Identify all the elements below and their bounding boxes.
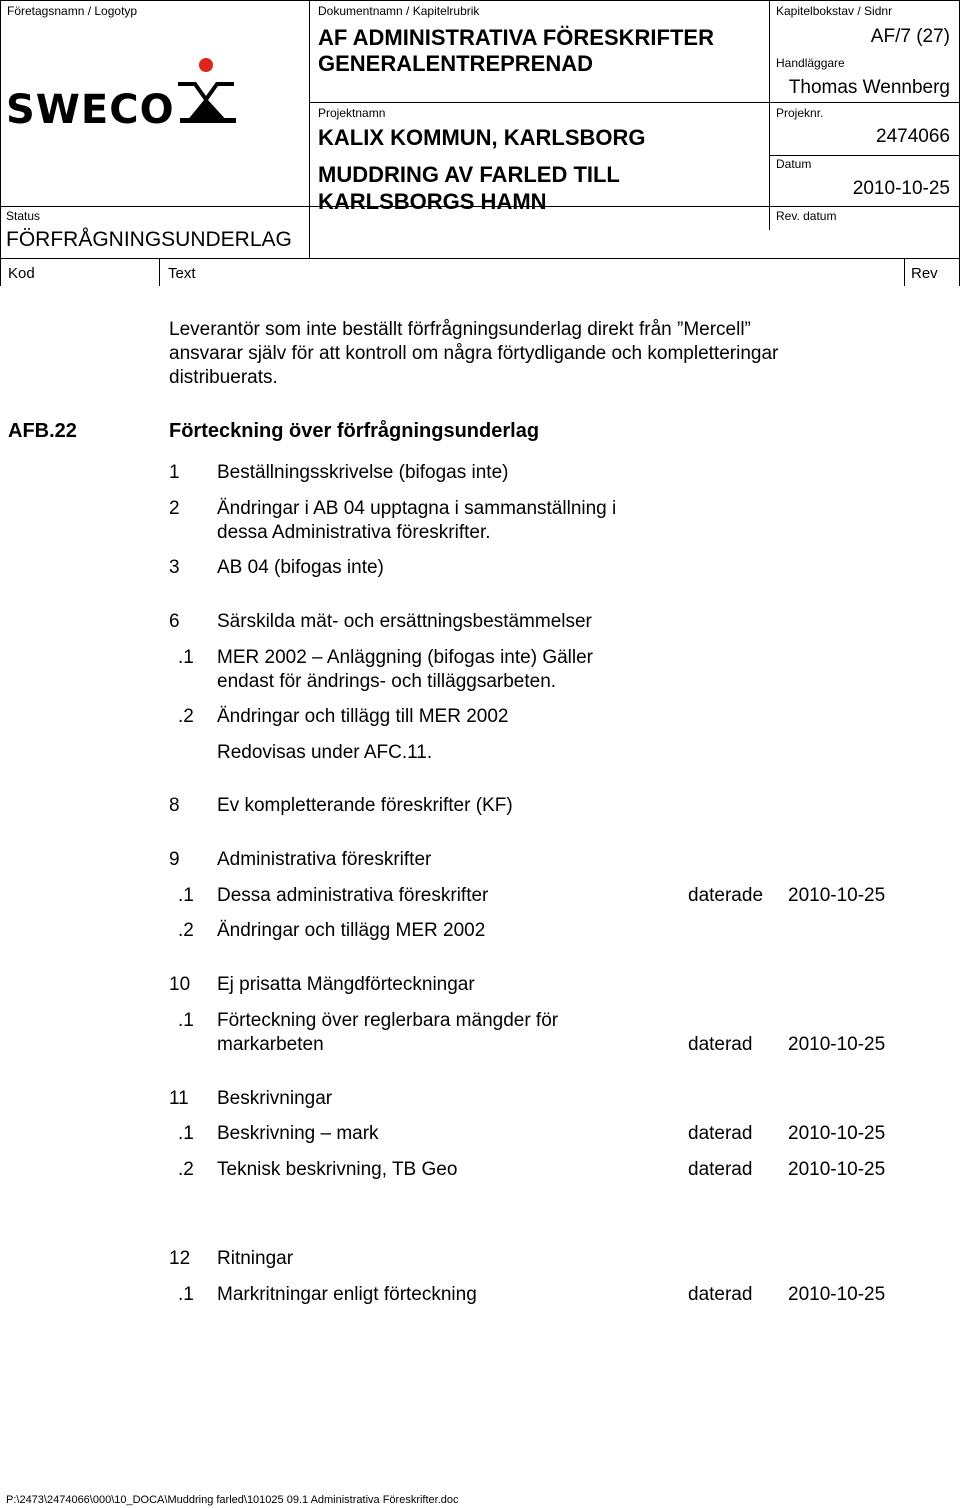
section-code: AFB.22 [8,420,77,442]
item-text: Dessa administrativa föreskrifter [217,885,489,906]
item-text-continued: Redovisas under AFC.11. [217,742,433,763]
sweco-symbol-icon [170,56,244,128]
item-number: .1 [178,1010,194,1031]
item-number: .2 [178,920,194,941]
sweco-logo [6,56,246,132]
item-dated-label: daterade [688,885,764,906]
item-number: 8 [169,795,180,816]
col-divider-rev [904,258,905,286]
project-name-line-1: KALIX KOMMUN, KARLSBORG [318,125,646,150]
item-text-continued: endast för ändrings- och tilläggsarbeten. [217,671,557,692]
item-dated-label: daterad [688,1284,753,1305]
column-header-kod: Kod [8,265,35,282]
project-name-line-2: MUDDRING AV FARLED TILL [318,162,620,187]
intro-line-1: Leverantör som inte beställt förfrågningsunderlag direkt från ”Mercell” [169,319,751,340]
item-number: .1 [178,885,194,906]
header-left-border [0,0,1,286]
item-text: Förteckning över reglerbara mängder för [217,1010,559,1031]
item-text: MER 2002 – Anläggning (bifogas inte) Gäller [217,647,594,668]
item-date: 2010-10-25 [788,885,886,906]
item-text: Markritningar enligt förteckning [217,1284,477,1305]
column-header-rev: Rev [911,265,938,282]
item-text: Beställningsskrivelse (bifogas inte) [217,462,509,483]
company-label: Företagsnamn / Logotyp [7,4,138,18]
doc-title-line-1: AF ADMINISTRATIVA FÖRESKRIFTER [318,25,714,50]
item-text: Administrativa föreskrifter [217,849,432,870]
col-divider-kod [159,258,160,286]
status-value: FÖRFRÅGNINGSUNDERLAG [6,228,292,251]
handler-label: Handläggare [776,56,845,70]
header-divider-2 [769,0,770,230]
column-header-text: Text [168,265,196,282]
item-text: Ändringar i AB 04 upptagna i sammanställning i [217,498,617,519]
date-value: 2010-10-25 [852,178,950,199]
item-text: Ev kompletterande föreskrifter (KF) [217,795,513,816]
project-no-label: Projeknr. [776,106,824,120]
item-text-continued: markarbeten [217,1034,324,1055]
project-no-value: 2474066 [876,126,950,147]
item-date: 2010-10-25 [788,1284,886,1305]
header-row-line-1 [309,102,960,103]
item-number: 3 [169,557,180,578]
item-number: 9 [169,849,180,870]
footer-file-path: P:\2473\2474066\000\10_DOCA\Muddring farled\101025 09.1 Administrativa Föreskrifter.doc [6,1494,459,1506]
logo-text: SWECO [6,87,175,133]
item-text: Teknisk beskrivning, TB Geo [217,1159,458,1180]
project-name-label: Projektnamn [318,106,386,120]
date-label: Datum [776,157,812,171]
item-date: 2010-10-25 [788,1034,886,1055]
header-top-border [0,0,960,1]
item-number: .2 [178,1159,194,1180]
item-number: 2 [169,498,180,519]
handler-value: Thomas Wennberg [788,77,950,98]
item-number: 12 [169,1248,191,1269]
item-text: Särskilda mät- och ersättningsbestämmelser [217,611,592,632]
item-date: 2010-10-25 [788,1123,886,1144]
header-row-line-4 [0,258,960,259]
rev-date-label: Rev. datum [776,209,837,223]
item-text: Ej prisatta Mängdförteckningar [217,974,475,995]
intro-line-2: ansvarar själv för att kontroll om några förtydligande och kompletteringar [169,343,779,364]
intro-line-3: distribuerats. [169,367,278,388]
doc-label: Dokumentnamn / Kapitelrubrik [318,4,480,18]
item-number: 1 [169,462,180,483]
status-label: Status [6,209,41,223]
project-name-line-3: KARLSBORGS HAMN [318,189,547,214]
chapter-value: AF/7 (27) [870,26,950,47]
item-dated-label: daterad [688,1123,753,1144]
item-number: .1 [178,647,194,668]
item-text: Beskrivningar [217,1088,333,1109]
item-text: AB 04 (bifogas inte) [217,557,384,578]
item-dated-label: daterad [688,1034,753,1055]
doc-title-line-2: GENERALENTREPRENAD [318,51,594,76]
item-text-continued: dessa Administrativa föreskrifter. [217,522,491,543]
chapter-label: Kapitelbokstav / Sidnr [776,4,893,18]
item-number: .1 [178,1123,194,1144]
header-row-line-2 [769,155,960,156]
section-title: Förteckning över förfrågningsunderlag [169,420,540,442]
item-number: 11 [169,1088,189,1109]
header-divider-1 [309,0,310,258]
item-number: .2 [178,706,194,727]
item-text: Beskrivning – mark [217,1123,379,1144]
item-text: Ändringar och tillägg MER 2002 [217,920,486,941]
item-number: 6 [169,611,180,632]
item-dated-label: daterad [688,1159,753,1180]
item-text: Ändringar och tillägg till MER 2002 [217,706,509,727]
item-number: 10 [169,974,191,995]
item-date: 2010-10-25 [788,1159,886,1180]
item-text: Ritningar [217,1248,294,1269]
item-number: .1 [178,1284,194,1305]
